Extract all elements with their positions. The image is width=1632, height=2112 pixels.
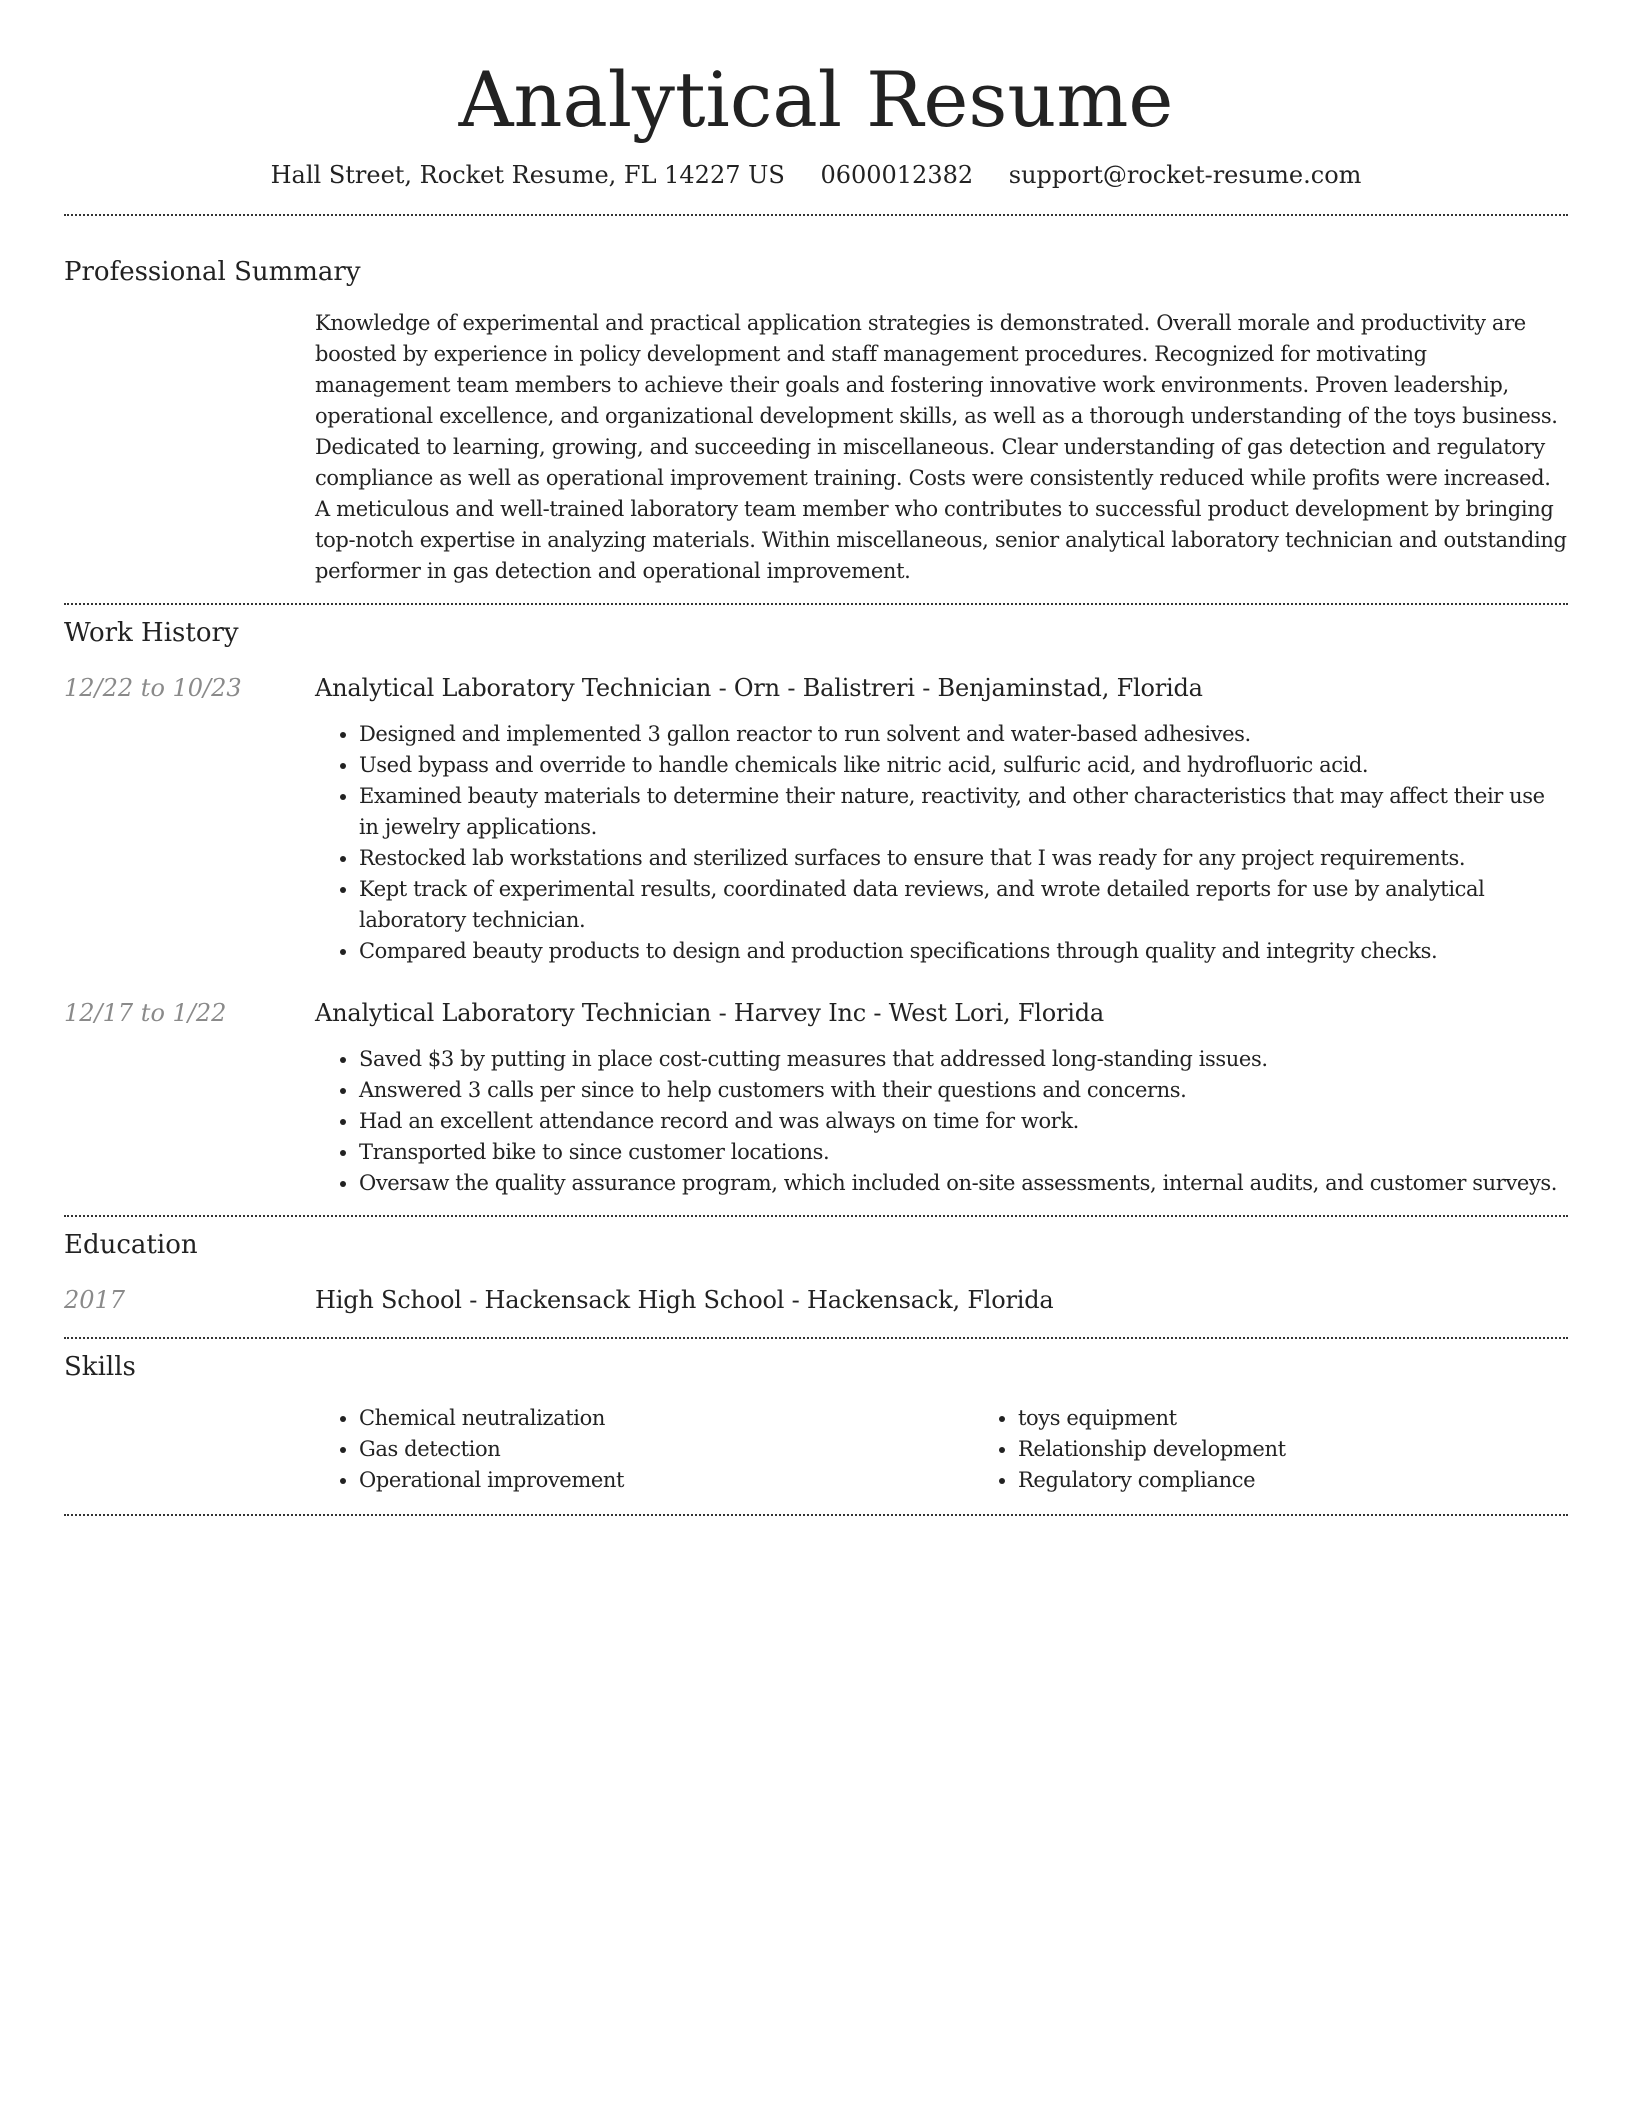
- education-entry: [64, 1283, 1568, 1317]
- section-divider: [64, 214, 1568, 216]
- skills-column: [974, 1403, 1632, 1496]
- section-divider: [64, 1215, 1568, 1217]
- job-dates: 12/22 to 10/23: [64, 674, 242, 702]
- job-bullet: • Examined beauty materials to determine their nature, reactivity, and other characteristics that may affect their use in jewelry applications.: [359, 781, 1568, 843]
- contact-address: Hall Street, Rocket Resume, FL 14227 US: [270, 161, 785, 189]
- job-title: Analytical Laboratory Technician - Harvey Inc - West Lori, Florida: [315, 999, 1105, 1027]
- job-dates: 12/17 to 1/22: [64, 999, 227, 1027]
- skills-section: [64, 1349, 1568, 1496]
- education-section: [64, 1227, 1568, 1317]
- skills-heading: Skills: [64, 1352, 136, 1382]
- job-bullet: • Answered 3 calls per since to help customers with their questions and concerns.: [359, 1075, 1568, 1106]
- education-heading: Education: [64, 1230, 198, 1260]
- resume-name: Analytical Resume: [458, 55, 1174, 144]
- skill-item: • Relationship development: [1018, 1434, 1632, 1465]
- job-bullet: • Compared beauty products to design and production specifications through quality and integrity checks.: [359, 936, 1568, 967]
- job-entry: [64, 671, 1568, 967]
- job-bullet: • Used bypass and override to handle chemicals like nitric acid, sulfuric acid, and hydrofluoric acid.: [359, 750, 1568, 781]
- work-history-heading: Work History: [64, 618, 239, 648]
- job-entry: [64, 996, 1568, 1199]
- skill-item: • Chemical neutralization: [359, 1403, 974, 1434]
- job-bullet: • Kept track of experimental results, coordinated data reviews, and wrote detailed reports for use by analytical laboratory technician.: [359, 874, 1568, 936]
- resume-page: [64, 0, 1568, 1516]
- job-bullet: • Restocked lab workstations and sterilized surfaces to ensure that I was ready for any project requirements.: [359, 843, 1568, 874]
- summary-section: [64, 254, 1568, 587]
- section-divider: [64, 1514, 1568, 1516]
- summary-heading: Professional Summary: [64, 257, 361, 287]
- skills-grid: [315, 1403, 1632, 1496]
- skill-item: • toys equipment: [1018, 1403, 1632, 1434]
- work-history-section: [64, 615, 1568, 1199]
- contact-phone: 0600012382: [820, 161, 974, 189]
- skills-column: [315, 1403, 974, 1496]
- contact-email: support@rocket-resume.com: [1008, 161, 1362, 189]
- section-divider: [64, 603, 1568, 605]
- summary-text: Knowledge of experimental and practical application strategies is demonstrated. Overall morale and productivity are boosted by experience in policy development and staff management procedures. Recognized for motivating management team members to achieve their goals and fostering innovative work environments. Proven leadership, operational excellence, and organizational development skills, as well as a thorough understanding of the toys business. Dedicated to learning, growing, and succeeding in miscellaneous. Clear understanding of gas detection and regulatory compliance as well as operational improvement training. Costs were consistently reduced while profits were increased. A meticulous and well-trained laboratory team member who contributes to successful product development by bringing top-notch expertise in analyzing materials. Within miscellaneous, senior analytical laboratory technician and outstanding performer in gas detection and operational improvement.: [315, 311, 1567, 583]
- job-bullet: • Had an excellent attendance record and was always on time for work.: [359, 1106, 1568, 1137]
- job-bullet: • Designed and implemented 3 gallon reactor to run solvent and water-based adhesives.: [359, 719, 1568, 750]
- skill-item: • Operational improvement: [359, 1465, 974, 1496]
- job-bullets: [315, 719, 1568, 967]
- contact-line: [64, 158, 1568, 192]
- job-bullets: [315, 1044, 1568, 1199]
- job-bullet: • Oversaw the quality assurance program, which included on-site assessments, internal audits, and customer surveys.: [359, 1168, 1568, 1199]
- section-divider: [64, 1337, 1568, 1339]
- skill-item: • Regulatory compliance: [1018, 1465, 1632, 1496]
- skill-item: • Gas detection: [359, 1434, 974, 1465]
- job-bullet: • Saved $3 by putting in place cost-cutting measures that addressed long-standing issues.: [359, 1044, 1568, 1075]
- education-text: High School - Hackensack High School - Hackensack, Florida: [315, 1286, 1054, 1314]
- job-title: Analytical Laboratory Technician - Orn - Balistreri - Benjaminstad, Florida: [315, 674, 1203, 702]
- job-bullet: • Transported bike to since customer locations.: [359, 1137, 1568, 1168]
- education-year: 2017: [64, 1286, 126, 1314]
- resume-header: [64, 0, 1568, 192]
